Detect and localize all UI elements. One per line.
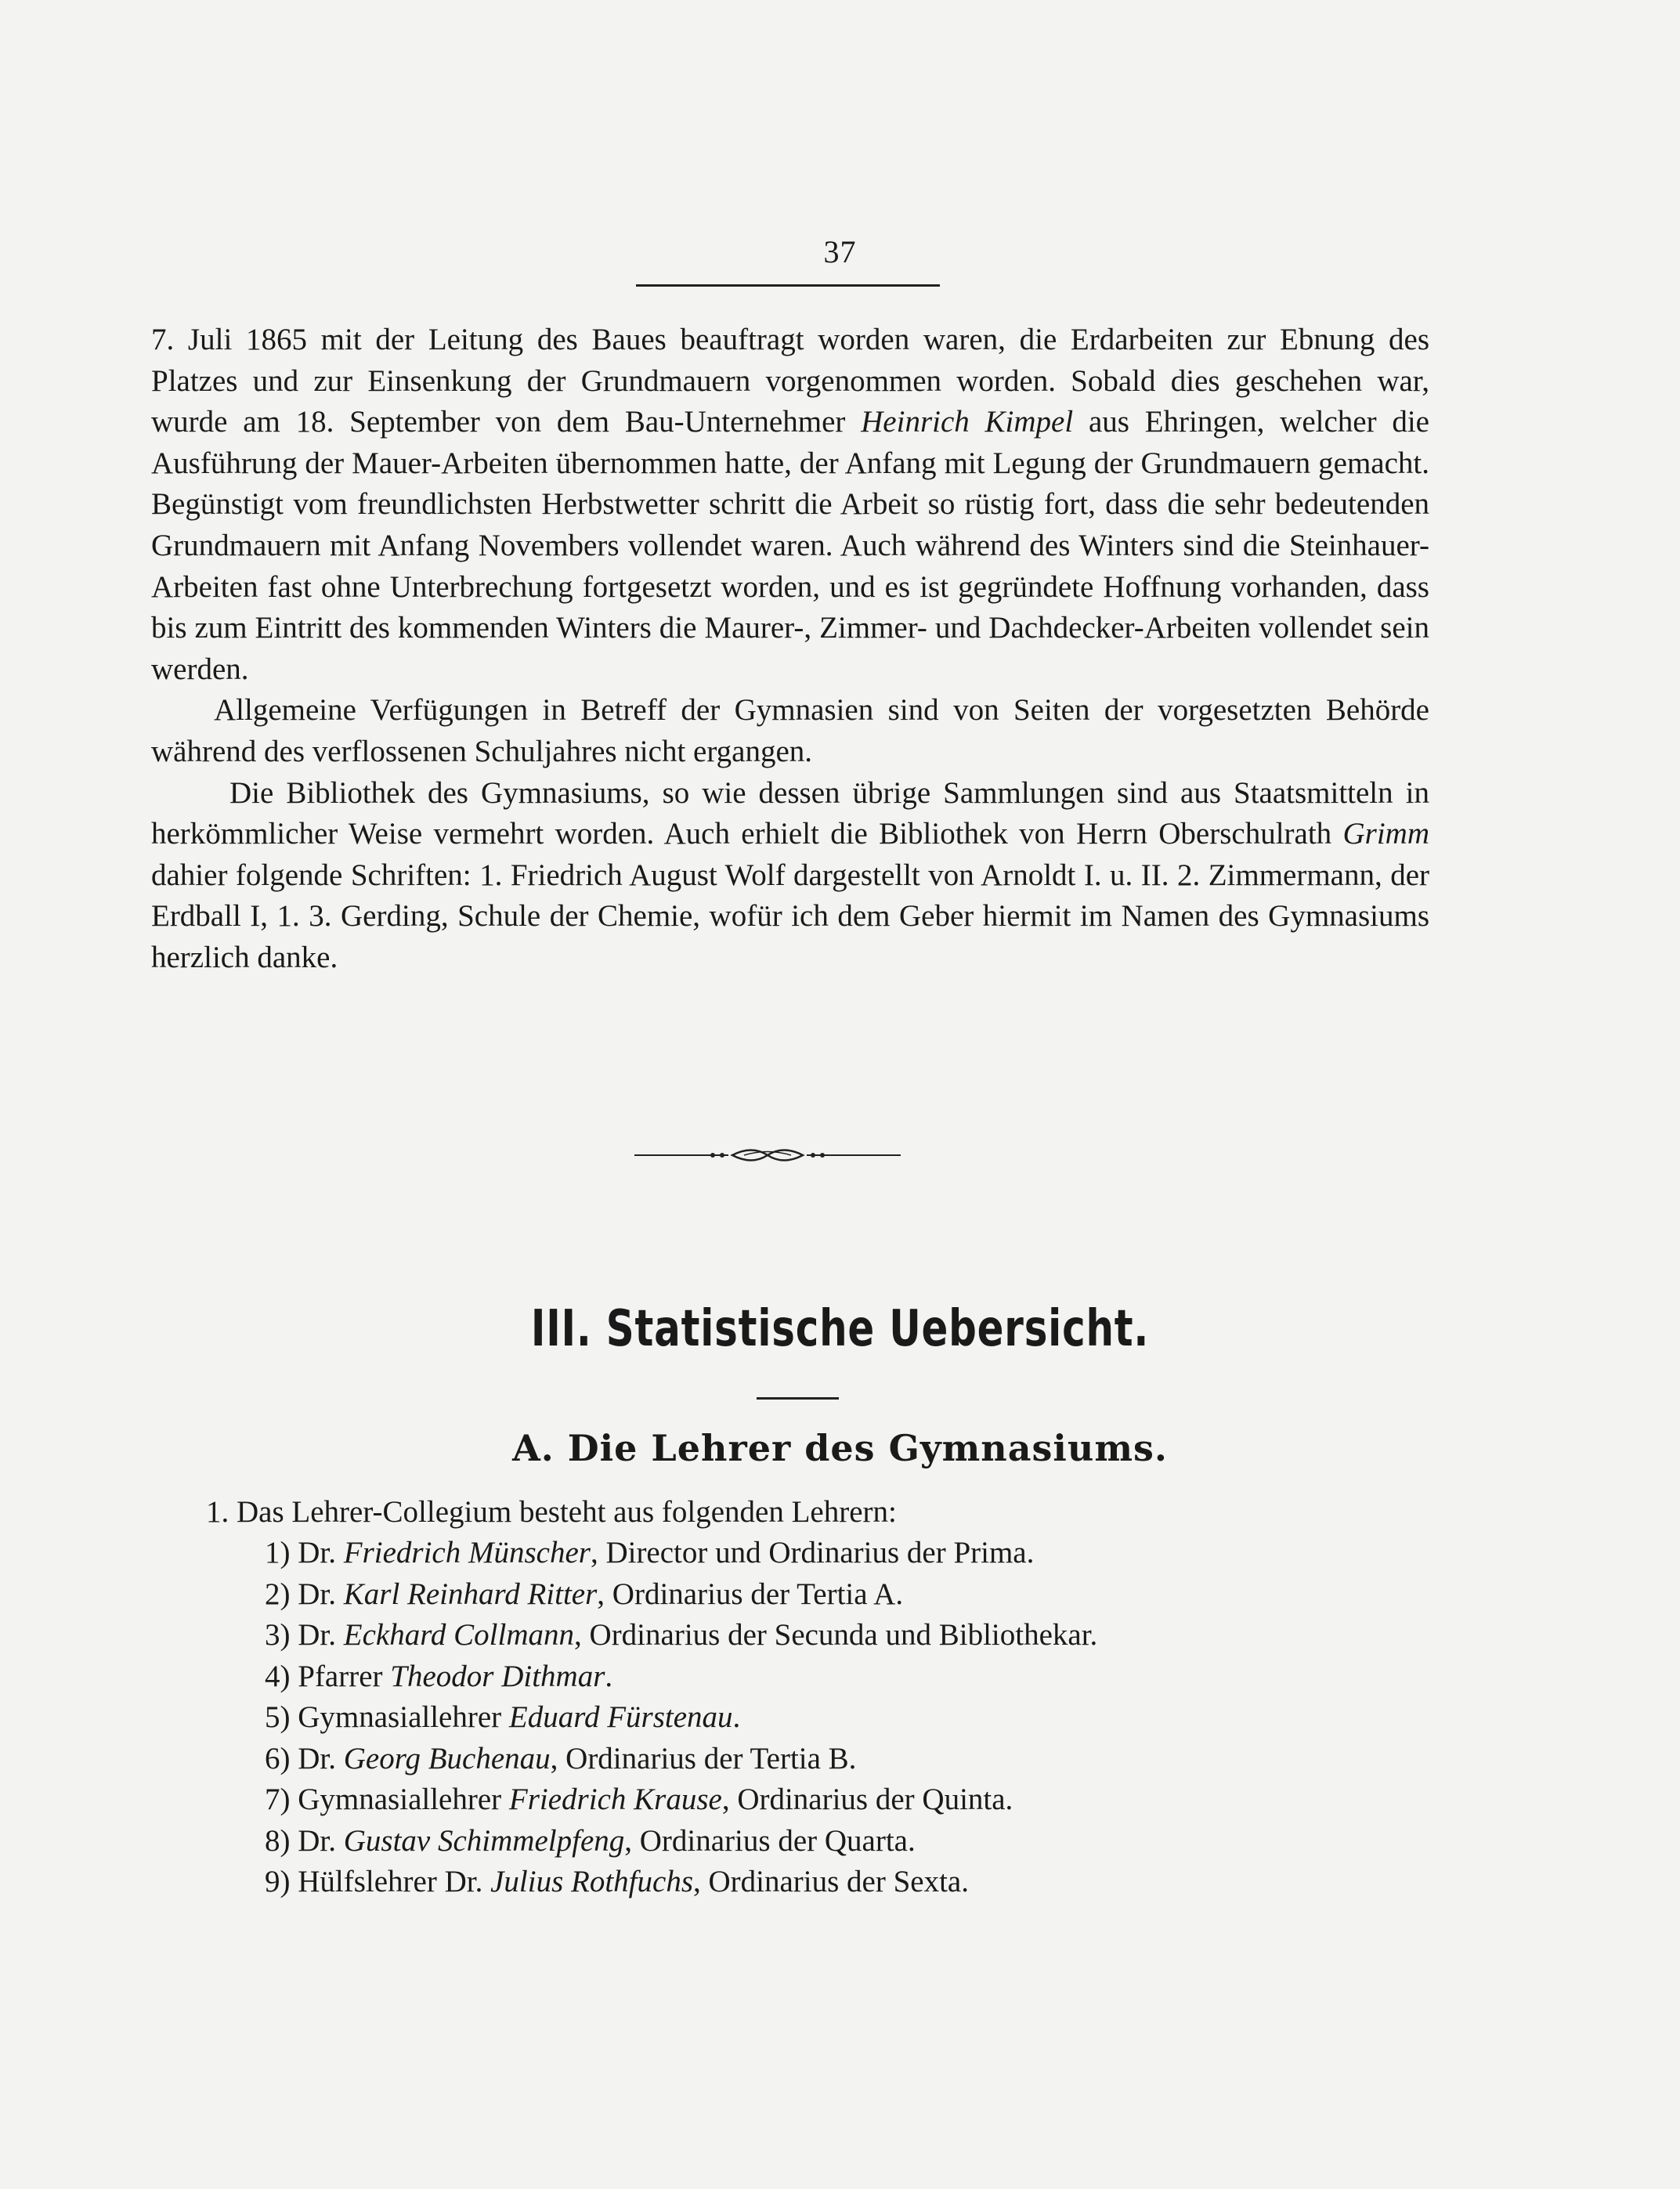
teacher-item: 1) Dr. Friedrich Münscher, Director und Ordinarius der Prima. (265, 1536, 1035, 1570)
teacher-item: 2) Dr. Karl Reinhard Ritter, Ordinarius der Tertia A. (265, 1577, 904, 1611)
teacher-item: 7) Gymnasiallehrer Friedrich Krause, Ordinarius der Quinta. (265, 1783, 1013, 1816)
header-rule (636, 284, 940, 287)
teacher-item: 5) Gymnasiallehrer Eduard Fürstenau. (265, 1700, 741, 1734)
ornament-divider (634, 1143, 901, 1167)
name-grimm: Grimm (1342, 817, 1429, 851)
teacher-item: 8) Dr. Gustav Schimmelpfeng, Ordinarius der Quarta. (265, 1823, 916, 1858)
teacher-item: 6) Dr. Georg Buchenau, Ordinarius der Tertia B. (265, 1741, 857, 1775)
list-intro: 1. Das Lehrer-Collegium besteht aus folgenden Lehrern: (206, 1495, 897, 1529)
name-kimpel: Heinrich Kimpel (861, 405, 1074, 439)
paragraph-regulations: Allgemeine Verfügungen in Betreff der Gymnasien sind von Seiten der vorgesetzten Behörde während des verflossenen Schuljahres nicht ergangen. (151, 693, 1429, 768)
page-number: 37 (823, 234, 857, 269)
body-text (151, 320, 1429, 979)
teacher-item: 3) Dr. Eckhard Collmann, Ordinarius der Secunda und Bibliothekar. (265, 1618, 1098, 1652)
teacher-item: 4) Pfarrer Theodor Dithmar. (265, 1659, 613, 1693)
teacher-list (265, 1533, 1097, 1903)
paragraph-construction: 7. Juli 1865 mit der Leitung des Baues beauftragt worden waren, die Erdarbeiten zur Ebnung des Platzes und zur Einsenkung der Grundmauern vorgenommen worden. Sobald dies geschehen war, wurde am 18. September von dem Bau-Unternehmer Heinrich Kimpel aus Ehringen, welcher die Ausführung der Mauer-Arbeiten übernommen hatte, der Anfang mit Legung der Grundmauern gemacht. Begünstigt vom freundlichsten Herbstwetter schritt die Arbeit so rüstig fort, dass die sehr bedeutenden Grundmauern mit Anfang Novembers vollendet waren. Auch während des Winters sind die Steinhauer-Arbeiten fast ohne Unterbrechung fortgesetzt worden, und es ist gegründete Hoffnung vorhanden, dass bis zum Eintritt des kommenden Winters die Maurer-, Zimmer- und Dachdecker-Arbeiten vollendet sein werden. (151, 323, 1429, 686)
subsection-title: A. Die Lehrer des Gymnasiums. (512, 1427, 1168, 1469)
paragraph-library: Die Bibliothek des Gymnasiums, so wie dessen übrige Sammlungen sind aus Staatsmitteln in herkömmlicher Weise vermehrt worden. Auch erhielt die Bibliothek von Herrn Oberschulrath Grimm dahier folgende Schriften: 1. Friedrich August Wolf dargestellt von Arnoldt I. u. II. 2. Zimmermann, der Erdball I, 1. 3. Gerding, Schule der Chemie, wofür ich dem Geber hiermit im Namen des Gymnasiums herzlich danke. (151, 775, 1429, 974)
teacher-item: 9) Hülfslehrer Dr. Julius Rothfuchs, Ordinarius der Sexta. (265, 1865, 969, 1898)
title-rule (757, 1397, 839, 1400)
section-title: III. Statistische Uebersicht. (530, 1300, 1150, 1358)
